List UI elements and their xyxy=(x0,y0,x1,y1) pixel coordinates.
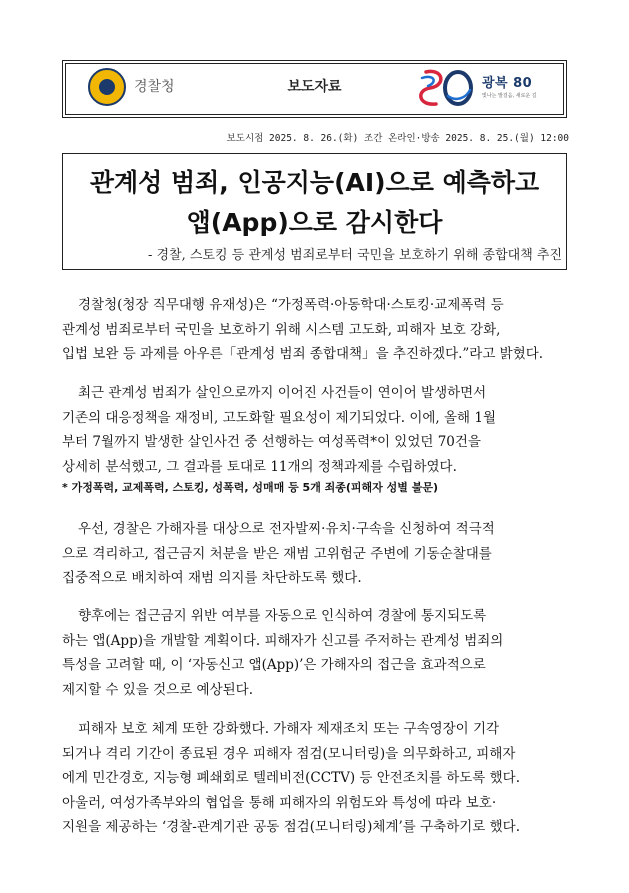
paragraph-line: 상세히 분석했고, 그 결과를 토대로 11개의 정책과제를 수립하였다. xyxy=(62,458,457,475)
logo-subtext: 빛나는 발걸음, 새로운 길 xyxy=(482,93,537,99)
paragraph-2 xyxy=(62,381,568,479)
headline-line-2: 앱(App)으로 감시한다 xyxy=(186,208,443,237)
paragraph-line: 관계성 범죄로부터 국민을 보호하기 위해 시스템 고도화, 피해자 보호 강화, xyxy=(62,321,501,338)
subheadline: - 경찰, 스토킹 등 관계성 범죄로부터 국민을 보호하기 위해 종합대책 추진 xyxy=(147,248,562,263)
paragraph-line: 특성을 고려할 때, 이 ‘자동신고 앱(App)’은 가해자의 접근을 효과적으로 xyxy=(62,657,486,673)
paragraph-line: 지원을 제공하는 ‘경찰-관계기관 공동 점검(모니터링)체계’를 구축하기로 했다. xyxy=(62,819,520,835)
paragraph-line: 향후에는 접근금지 위반 여부를 자동으로 인식하여 경찰에 통지되도록 xyxy=(78,608,487,624)
paragraph-3 xyxy=(62,517,568,591)
paragraph-4 xyxy=(62,604,568,702)
paragraph-line: 부터 7월까지 발생한 살인사건 중 선행하는 여성폭력*이 있었던 70건을 xyxy=(62,434,481,450)
liberation-80-logo xyxy=(416,68,556,110)
paragraph-1 xyxy=(62,293,568,367)
liberation-80-mark-icon xyxy=(416,68,478,108)
paragraph-line: 입법 보완 등 과제를 아우른「관계성 범죄 종합대책」을 추진하겠다.”라고 밝혔다. xyxy=(62,346,544,362)
paragraph-line: 피해자 보호 체계 또한 강화했다. 가해자 제재조치 또는 구속영장이 기각 xyxy=(78,721,500,737)
paragraph-line: 제지할 수 있을 것으로 예상된다. xyxy=(62,681,253,698)
footnote: * 가정폭력, 교제폭력, 스토킹, 성폭력, 성매매 등 5개 죄종(피해자 성별 불문) xyxy=(62,481,438,494)
logo-text: 광복 80 xyxy=(482,76,533,91)
paragraph-line: 경찰청(청장 직무대행 유재성)은 “가정폭력·아동학대·스토킹·교제폭력 등 xyxy=(78,297,504,313)
paragraph-5 xyxy=(62,717,568,840)
paragraph-line: 우선, 경찰은 가해자를 대상으로 전자발찌·유치·구속을 신청하여 적극적 xyxy=(78,521,495,537)
paragraph-line: 에게 민간경호, 지능형 폐쇄회로 텔레비전(CCTV) 등 안전조치를 하도록 했다. xyxy=(62,770,521,786)
paragraph-line: 집중적으로 배치하여 재범 의지를 차단하도록 했다. xyxy=(62,570,362,586)
paragraph-line: 최근 관계성 범죄가 살인으로까지 이어진 사건들이 연이어 발생하면서 xyxy=(78,385,487,401)
headline-line-1: 관계성 범죄, 인공지능(AI)으로 예측하고 xyxy=(89,168,540,197)
agency-name: 경찰청 xyxy=(134,79,175,95)
paragraph-line: 기존의 대응정책을 재정비, 고도화할 필요성이 제기되었다. 이에, 올해 1월 xyxy=(62,409,496,426)
paragraph-line: 아울러, 여성가족부와의 협업을 통해 피해자의 위험도와 특성에 따라 보호· xyxy=(62,794,497,811)
document-type: 보도자료 xyxy=(287,79,342,95)
release-timing: 보도시점 2025. 8. 26.(화) 조간 온라인·방송 2025. 8. 25.(월) 12:00 xyxy=(226,133,569,144)
paragraph-line: 되거나 격리 기간이 종료된 경우 피해자 점검(모니터링)을 의무화하고, 피해자 xyxy=(62,745,516,762)
paragraph-line: 으로 격리하고, 접근금지 처분을 받은 재범 고위험군 주변에 기동순찰대를 xyxy=(62,545,492,562)
paragraph-line: 하는 앱(App)을 개발할 계획이다. 피해자가 신고를 주저하는 관계성 범죄의 xyxy=(62,632,504,649)
